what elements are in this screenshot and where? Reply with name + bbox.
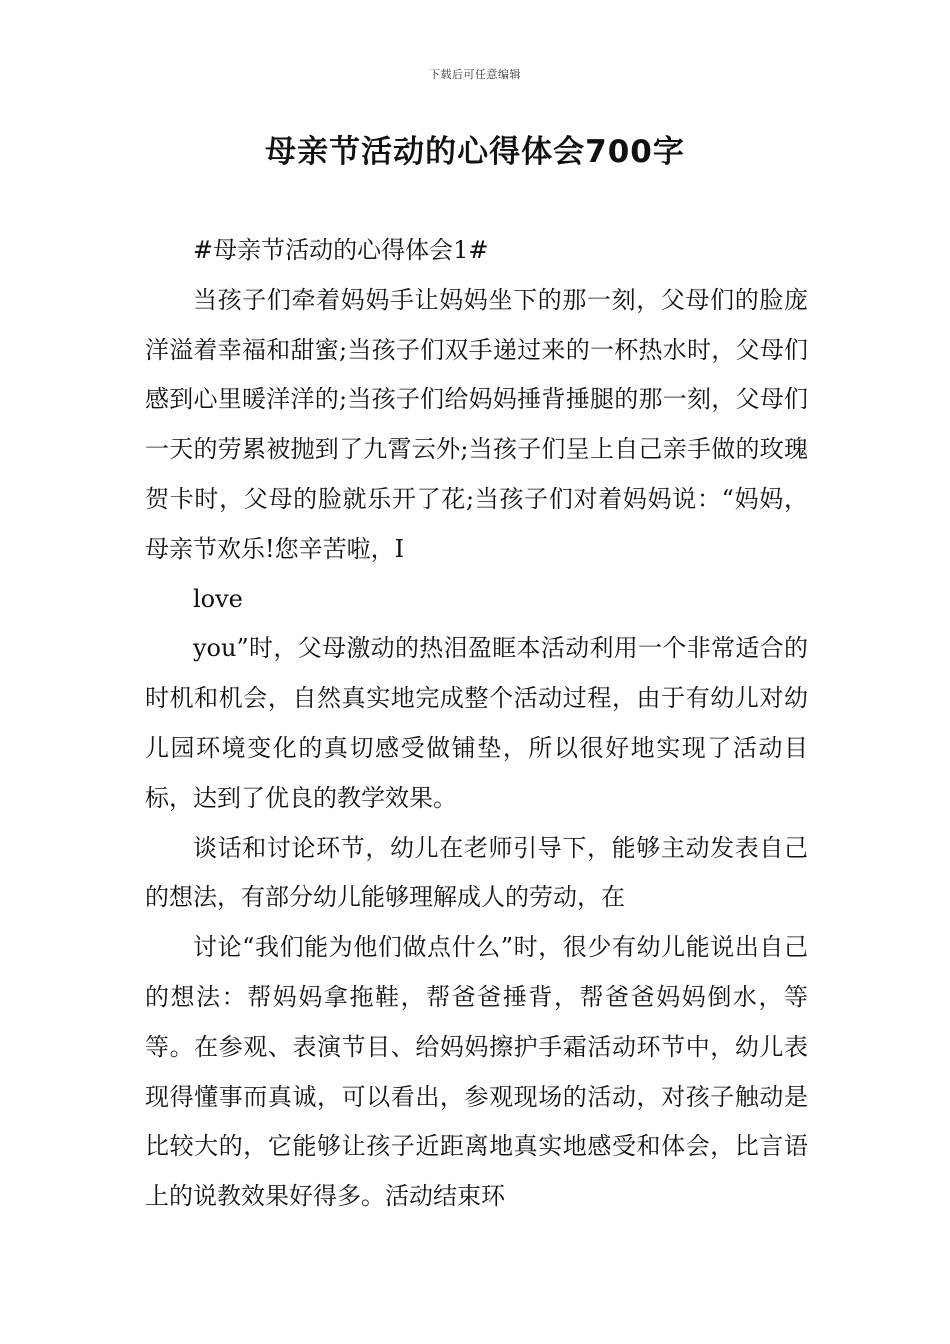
document-body bbox=[145, 226, 808, 1222]
paragraph: love bbox=[193, 584, 243, 613]
section-heading: #母亲节活动的心得体会1# bbox=[193, 236, 489, 264]
paragraph: you”时，父母激动的热泪盈眶本活动利用一个非常适合的时机和机会，自然真实地完成整个活动过程，由于有幼儿对幼儿园环境变化的真切感受做铺垫，所以很好地实现了活动目标，达到了优良的教学效果。 bbox=[145, 634, 808, 812]
paragraph: 谈话和讨论环节，幼儿在老师引导下，能够主动发表自己的想法，有部分幼儿能够理解成人的劳动，在 bbox=[145, 833, 808, 912]
paragraph: 当孩子们牵着妈妈手让妈妈坐下的那一刻，父母们的脸庞洋溢着幸福和甜蜜;当孩子们双手递过来的一杯热水时，父母们感到心里暖洋洋的;当孩子们给妈妈捶背捶腿的那一刻，父母们一天的劳累被抛到了九霄云外;当孩子们呈上自己亲手做的玫瑰贺卡时，父母的脸就乐开了花;当孩子们对着妈妈说：“妈妈，母亲节欢乐!您辛苦啦，I bbox=[145, 285, 808, 563]
header-note: 下载后可任意编辑 bbox=[429, 68, 521, 81]
document-title: 母亲节活动的心得体会700字 bbox=[265, 134, 685, 170]
paragraph: 讨论“我们能为他们做点什么”时，很少有幼儿能说出自己的想法：帮妈妈拿拖鞋，帮爸爸捶背，帮爸爸妈妈倒水，等等。在参观、表演节目、给妈妈擦护手霜活动环节中，幼儿表现得懂事而真诚，可以看出，参观现场的活动，对孩子触动是比较大的，它能够让孩子近距离地真实地感受和体会，比言语上的说教效果好得多。活动结束环 bbox=[145, 933, 808, 1211]
